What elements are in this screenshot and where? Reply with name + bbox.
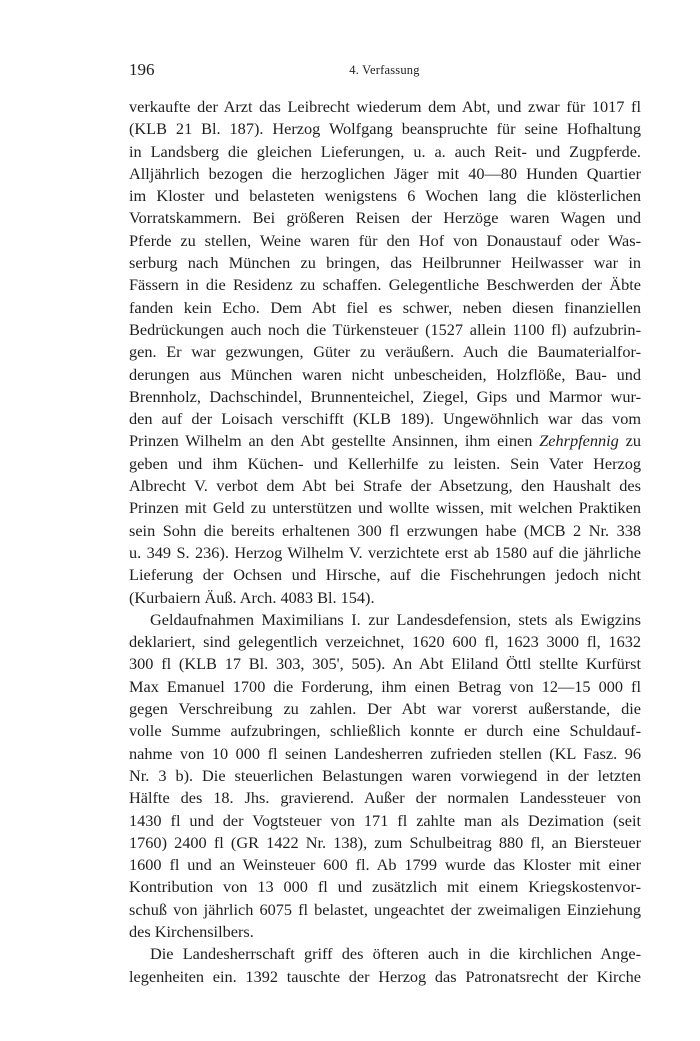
text-segment: 1430 fl und der Vogtsteuer von 171 fl zahlte man als Dezimation (seit [129,810,641,830]
text-segment: serburg nach München zu bringen, das Heilbrunner Heilwasser war in [129,253,641,273]
text-segment: Lieferung der Ochsen und Hirsche, auf die Fischehrungen jedoch nicht [129,565,641,585]
text-segment: den auf der Loisach verschifft (KLB 189). Ungewöhnlich war das vom [129,409,641,429]
text-segment: zu [618,431,641,451]
text-segment: in Landsberg die gleichen Lieferungen, u. a. auch Reit- und Zugpferde. [129,141,641,161]
text-segment: Bedrückungen auch noch die Türkensteuer (1527 allein 1100 fl) aufzubrin- [129,319,641,339]
text-segment: Die Landesherrschaft griff des öfteren auch in die kirchlichen Ange- [150,944,641,964]
text-line [129,185,641,207]
text-segment: Fässern in die Residenz zu schaffen. Gelegentliche Beschwerden der Äbte [129,275,641,295]
italic-term: Zehrpfennig [539,431,619,451]
text-segment: Max Emanuel 1700 die Forderung, ihm einen Betrag von 12—15 000 fl [129,676,641,696]
text-line [129,453,641,475]
text-line [129,765,641,787]
text-segment: (Kurbaiern Äuß. Arch. 4083 Bl. 154). [129,587,375,607]
text-segment: gen. Er war gezwungen, Güter zu veräußern. Auch die Baumaterialfor- [129,342,641,362]
text-line [129,364,641,386]
text-segment: fanden kein Echo. Dem Abt fiel es schwer, neben diesen finanziellen [129,297,641,317]
text-line [129,832,641,854]
text-segment: Brennholz, Dachschindel, Brunnenteichel, Ziegel, Gips und Marmor wur- [129,386,641,406]
text-segment: sein Sohn die bereits erhaltenen 300 fl erzwungen habe (MCB 2 Nr. 338 [129,520,641,540]
text-line [129,854,641,876]
text-segment: (KLB 21 Bl. 187). Herzog Wolfgang beanspruchte für seine Hofhaltung [129,119,641,139]
text-line [129,475,641,497]
text-segment: im Kloster und belasteten wenigstens 6 Wochen lang die klösterlichen [129,186,641,206]
text-segment: Prinzen Wilhelm an den Abt gestellte Ansinnen, ihm einen [129,431,540,451]
text-line [129,297,641,319]
text-line [129,274,641,296]
text-line [129,430,641,452]
text-line [129,207,641,229]
text-segment: Prinzen mit Geld zu unterstützen und wollte wissen, mit welchen Praktiken [129,498,641,518]
text-segment: Kontribution von 13 000 fl und zusätzlich mit einem Kriegskostenvor- [129,877,641,897]
text-segment: Geldaufnahmen Maximilians I. zur Landesdefension, stets als Ewigzins [150,609,641,629]
text-segment: deklariert, sind gelegentlich verzeichnet, 1620 600 fl, 1623 3000 fl, 1632 [129,632,641,652]
text-line [129,96,641,118]
text-line [129,609,641,631]
page-number: 196 [129,60,155,79]
text-segment: nahme von 10 000 fl seinen Landesherren zufrieden stellen (KL Fasz. 96 [129,743,641,763]
text-line [129,230,641,252]
text-segment: Alljährlich bezogen die herzoglichen Jäger mit 40—80 Hunden Quartier [129,163,641,183]
text-line [129,118,641,140]
text-line [129,743,641,765]
text-line [129,341,641,363]
text-segment: Pferde zu stellen, Weine waren für den Hof von Donaustauf oder Was- [129,230,641,250]
text-segment: legenheiten ein. 1392 tauschte der Herzog das Patronatsrecht der Kirche [129,966,641,986]
text-line [129,720,641,742]
text-segment: 1600 fl und an Weinsteuer 600 fl. Ab 1799 wurde das Kloster mit einer [129,855,641,875]
text-segment: derungen aus München waren nicht unbescheiden, Holzflöße, Bau- und [129,364,641,384]
text-segment: verkaufte der Arzt das Leibrecht wiederum dem Abt, und zwar für 1017 fl [129,97,641,116]
text-line [129,141,641,163]
text-line [129,876,641,898]
text-line [129,587,641,609]
text-line [129,631,641,653]
text-line [129,653,641,675]
text-line [129,943,641,965]
text-line [129,698,641,720]
text-line [129,252,641,274]
text-line [129,966,641,988]
text-segment: gegen Verschreibung zu zahlen. Der Abt war vorerst außerstande, die [129,699,641,719]
text-line [129,386,641,408]
text-line [129,564,641,586]
body-text [129,96,641,988]
text-line [129,921,641,943]
text-line [129,520,641,542]
text-line [129,787,641,809]
text-line [129,319,641,341]
text-segment: des Kirchensilbers. [129,921,254,941]
text-segment: 300 fl (KLB 17 Bl. 303, 305', 505). An Abt Eliland Öttl stellte Kurfürst [129,654,641,674]
text-segment: 1760) 2400 fl (GR 1422 Nr. 138), zum Schulbeitrag 880 fl, an Biersteuer [129,832,641,852]
text-line [129,676,641,698]
text-line [129,810,641,832]
text-segment: schuß von jährlich 6075 fl belastet, ungeachtet der zweimaligen Einziehung [129,899,641,919]
page-header [129,60,640,84]
text-segment: Albrecht V. verbot dem Abt bei Strafe der Absetzung, den Haushalt des [129,476,641,496]
text-segment: Vorratskammern. Bei größeren Reisen der Herzöge waren Wagen und [129,208,641,228]
text-line [129,497,641,519]
text-line [129,542,641,564]
text-segment: volle Summe aufzubringen, schließlich konnte er durch eine Schuldauf- [129,721,641,741]
text-line [129,163,641,185]
running-head: 4. Verfassung [349,63,420,77]
text-segment: Nr. 3 b). Die steuerlichen Belastungen waren vorwiegend in der letzten [129,765,641,785]
text-segment: u. 349 S. 236). Herzog Wilhelm V. verzichtete erst ab 1580 auf die jährliche [129,542,641,562]
text-line [129,899,641,921]
text-segment: Hälfte des 18. Jhs. gravierend. Außer der normalen Landessteuer von [129,788,641,808]
text-segment: geben und ihm Küchen- und Kellerhilfe zu leisten. Sein Vater Herzog [129,453,641,473]
text-line [129,408,641,430]
